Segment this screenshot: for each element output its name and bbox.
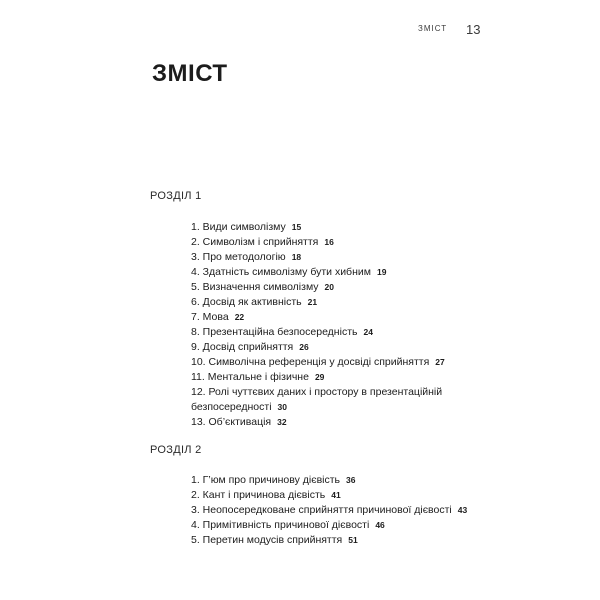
toc-entry-page: 27 <box>435 357 445 367</box>
toc-entry-page: 16 <box>324 237 334 247</box>
page-title: ЗМІСТ <box>152 60 228 87</box>
toc-entry-title: 13. Об’єктивація <box>191 416 272 428</box>
toc-entry-title: 1. Г’юм про причинову дієвість <box>191 474 341 486</box>
toc-entry <box>191 340 491 355</box>
toc-entry <box>191 295 491 310</box>
toc-entry-title: 6. Досвід як активність <box>191 296 302 308</box>
toc-entry-page: 30 <box>277 402 288 412</box>
toc-entry-page: 18 <box>291 252 302 262</box>
toc-list <box>191 473 491 548</box>
toc-entry-page: 36 <box>346 475 356 485</box>
toc-entry-title: 5. Визначення символізму <box>191 281 319 293</box>
toc-entry-title: 3. Неопосередковане сприйняття причинової дієвості <box>191 504 452 516</box>
toc-entry <box>191 473 491 488</box>
section-heading: РОЗДІЛ 1 <box>150 190 202 202</box>
toc-entry-title: 5. Перетин модусів сприйняття <box>191 534 343 546</box>
toc-entry-title: 3. Про методологію <box>191 251 286 263</box>
toc-entry <box>191 280 491 295</box>
toc-entry-page: 32 <box>277 417 287 427</box>
toc-entry-title: 4. Примітивність причинової дієвості <box>191 519 370 531</box>
toc-entry <box>191 415 491 430</box>
toc-entry <box>191 533 491 548</box>
toc-entry-title: 9. Досвід сприйняття <box>191 341 294 353</box>
toc-entry-page: 22 <box>234 312 245 322</box>
toc-entry-page: 20 <box>324 282 335 292</box>
toc-entry-title: 1. Види символізму <box>191 221 286 233</box>
toc-entry-title: 12. Ролі чуттєвих даних і простору в презентаційній безпосередності <box>191 386 443 413</box>
page-number: 13 <box>466 22 481 37</box>
toc-entry <box>191 355 491 370</box>
toc-entry <box>191 503 491 518</box>
toc-entry <box>191 385 491 415</box>
toc-entry-page: 26 <box>299 342 309 352</box>
toc-entry-title: 2. Символізм і сприйняття <box>191 236 319 248</box>
toc-entry-title: 11. Ментальне і фізичне <box>191 371 309 383</box>
toc-entry-title: 2. Кант і причинова дієвість <box>191 489 326 501</box>
toc-entry <box>191 250 491 265</box>
toc-entry-title: 8. Презентаційна безпосередність <box>191 326 358 338</box>
toc-entry-page: 15 <box>291 222 302 232</box>
toc-entry-page: 21 <box>307 297 318 307</box>
toc-entry <box>191 518 491 533</box>
toc-entry-title: 7. Мова <box>191 311 229 323</box>
running-head: ЗМІСТ <box>418 24 448 33</box>
toc-entry-page: 41 <box>331 490 341 500</box>
toc-entry <box>191 310 491 325</box>
toc-entry-page: 29 <box>314 372 325 382</box>
toc-entry <box>191 265 491 280</box>
toc-list <box>191 220 491 430</box>
toc-entry-page: 43 <box>457 505 468 515</box>
section-heading: РОЗДІЛ 2 <box>150 444 202 456</box>
toc-entry-page: 46 <box>375 520 385 530</box>
toc-entry-title: 10. Символічна референція у досвіді сприйняття <box>191 356 430 368</box>
toc-entry <box>191 488 491 503</box>
toc-entry <box>191 220 491 235</box>
toc-entry-page: 51 <box>348 535 358 545</box>
toc-entry <box>191 325 491 340</box>
toc-entry <box>191 370 491 385</box>
toc-entry-title: 4. Здатність символізму бути хибним <box>191 266 371 278</box>
toc-entry <box>191 235 491 250</box>
toc-entry-page: 24 <box>363 327 373 337</box>
toc-entry-page: 19 <box>376 267 387 277</box>
